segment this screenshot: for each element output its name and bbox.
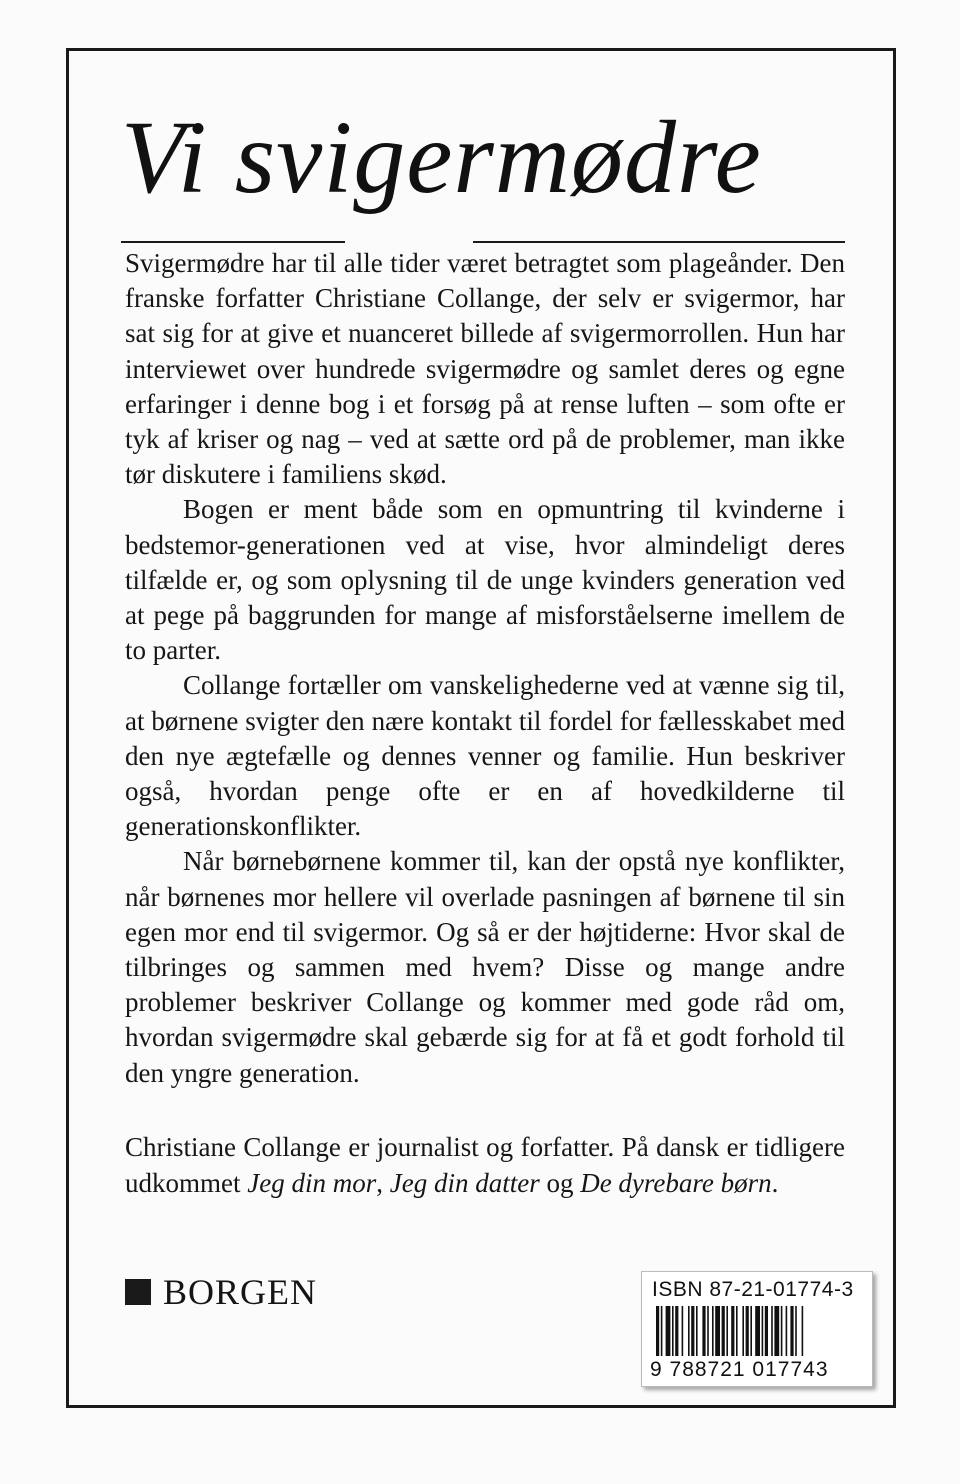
barcode-bar xyxy=(736,1306,738,1356)
blurb-paragraph: Svigermødre har til alle tider været betragtet som plageånder. Den franske forfatter Christiane Collange, der selv er svigermor, har sat sig for at give et nuanceret billede af svigermorrollen. Hun har interviewet over hundrede svigermødre og samlet deres og egne erfaringer i denne bog i et forsøg på at rense luften – som ofte er tyk af kriser og nag – ved at sætte ord på de problemer, man ikke tør diskutere i familiens skød. xyxy=(125,248,845,490)
barcode-bar xyxy=(696,1306,698,1356)
barcode-bar xyxy=(755,1306,760,1356)
book-title-1: Jeg din mor xyxy=(247,1168,377,1198)
title-block xyxy=(121,83,861,263)
barcode-bar xyxy=(774,1306,779,1356)
isbn-barcode-label xyxy=(641,1271,873,1387)
barcode-bar xyxy=(656,1306,659,1356)
barcode-bar xyxy=(750,1306,752,1356)
barcode-bar xyxy=(688,1306,690,1356)
barcode-icon xyxy=(656,1306,860,1356)
author-note-sep: og xyxy=(539,1168,581,1198)
author-note-end: . xyxy=(771,1168,779,1198)
barcode-bar xyxy=(786,1306,788,1356)
title-underline-left xyxy=(121,241,345,243)
title-underline-right xyxy=(473,241,845,243)
publisher-logo xyxy=(125,1271,317,1313)
barcode-bar xyxy=(790,1306,793,1356)
blurb-paragraph: Bogen er ment både som en opmuntring til kvinderne i bedstemor-generationen ved at vise, hvor almindeligt deres tilfælde er, og som oplysning til de unge kvinders generation ved at pege på baggrunden for mange af misforståelserne imellem de to parter. xyxy=(125,494,845,666)
barcode-bar xyxy=(715,1306,720,1356)
book-title-2: Jeg din datter xyxy=(389,1168,540,1198)
book-title: Vi svigermødre xyxy=(121,100,762,215)
barcode-bar xyxy=(666,1306,671,1356)
barcode-bar xyxy=(712,1306,714,1356)
isbn-number: ISBN 87-21-01774-3 xyxy=(652,1278,854,1301)
barcode-bar xyxy=(795,1306,797,1356)
barcode-bar xyxy=(672,1306,674,1356)
blurb-text xyxy=(125,246,845,1091)
barcode-bar xyxy=(771,1306,773,1356)
barcode-bar xyxy=(746,1306,749,1356)
barcode-bar xyxy=(731,1306,734,1356)
barcode-bar xyxy=(682,1306,684,1356)
barcode-bar xyxy=(722,1306,725,1356)
author-note-intro: Christiane Collange er journalist og forfatter. På dansk er tidligere udkommet xyxy=(125,1132,845,1198)
publisher-name: BORGEN xyxy=(163,1272,318,1312)
barcode-bar xyxy=(702,1306,705,1356)
barcode-bar xyxy=(762,1306,764,1356)
barcode-bar xyxy=(726,1306,728,1356)
barcode-bar xyxy=(661,1306,663,1356)
book-title-3: De dyrebare børn xyxy=(580,1168,772,1198)
barcode-bar xyxy=(742,1306,744,1356)
cover-frame xyxy=(66,48,896,1408)
blurb-paragraph: Når børnebørnene kommer til, kan der opstå nye konflikter, når børnenes mor hellere vil overlade pasningen af børnene til sin egen mor end til svigermor. Og så er der højtiderne: Hvor skal de tilbringes og sammen med hvem? Disse og mange andre problemer beskriver Collange og kommer med gode råd om, hvordan svigermødre skal gebærde sig for at få et godt forhold til den yngre generation. xyxy=(125,846,845,1088)
author-note-sep: , xyxy=(376,1168,390,1198)
barcode-bar xyxy=(802,1306,804,1356)
barcode-bar xyxy=(691,1306,694,1356)
blurb-paragraph: Collange fortæller om vanskelighederne ved at vænne sig til, at børnene svigter den nære kontakt til fordel for fællesskabet med den nye ægtefælle og dennes venner og familie. Hun beskriver også, hvordan penge ofte er en af hovedkilderne til generationskonflikter. xyxy=(125,670,845,842)
black-square-icon xyxy=(125,1279,151,1305)
barcode-bar xyxy=(781,1306,783,1356)
barcode-bar xyxy=(765,1306,768,1356)
barcode-bar xyxy=(707,1306,709,1356)
author-note xyxy=(125,1129,845,1201)
barcode-bar xyxy=(675,1306,678,1356)
barcode-digits: 9 788721 017743 xyxy=(650,1358,829,1381)
